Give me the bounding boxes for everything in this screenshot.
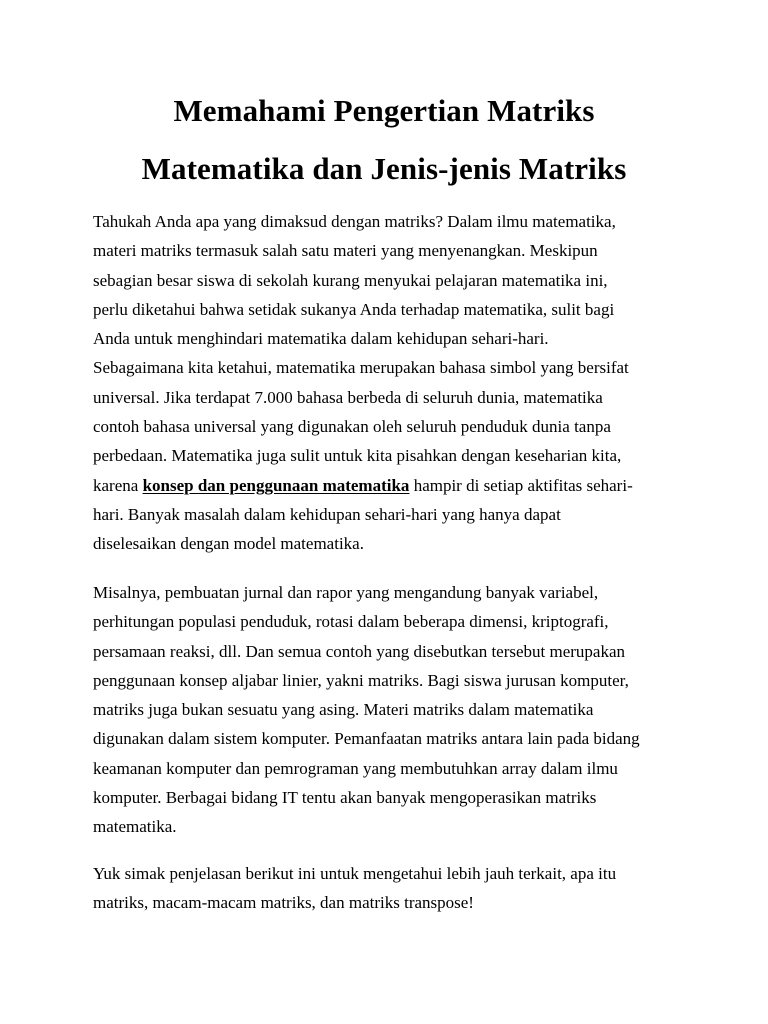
text-line: matematika. (93, 817, 177, 837)
page-title (60, 82, 708, 198)
concept-link[interactable]: konsep dan penggunaan matematika (142, 475, 410, 495)
text-line: contoh bahasa universal yang digunakan oleh seluruh penduduk dunia tanpa (93, 417, 611, 437)
text-line: Anda untuk menghindari matematika dalam kehidupan sehari-hari. (93, 329, 549, 349)
text-line: keamanan komputer dan pemrograman yang membutuhkan array dalam ilmu (93, 758, 618, 778)
text-line: matriks, macam-macam matriks, dan matriks transpose! (93, 893, 474, 913)
text-line: penggunaan konsep aljabar linier, yakni matriks. Bagi siswa jurusan komputer, (93, 670, 629, 690)
text-line: matriks juga bukan sesuatu yang asing. Materi matriks dalam matematika (93, 700, 594, 720)
title-line: Memahami Pengertian Matriks (173, 93, 595, 128)
text-line: Yuk simak penjelasan berikut ini untuk mengetahui lebih jauh terkait, apa itu (93, 864, 617, 883)
text-line-with-link (93, 471, 693, 500)
paragraph-examples (93, 578, 693, 842)
text-line: persamaan reaksi, dll. Dan semua contoh yang disebutkan tersebut merupakan (93, 641, 626, 661)
link-prefix-text: karena (93, 475, 143, 495)
text-line: Sebagaimana kita ketahui, matematika merupakan bahasa simbol yang bersifat (93, 358, 629, 378)
text-line: Tahukah Anda apa yang dimaksud dengan matriks? Dalam ilmu matematika, (93, 212, 616, 231)
text-line: perbedaan. Matematika juga sulit untuk kita pisahkan dengan keseharian kita, (93, 446, 622, 466)
paragraph-closing (93, 859, 693, 918)
text-line: materi matriks termasuk salah satu materi yang menyenangkan. Meskipun (93, 241, 598, 261)
text-line: diselesaikan dengan model matematika. (93, 534, 364, 554)
title-line: Matematika dan Jenis-jenis Matriks (141, 151, 627, 186)
text-line: digunakan dalam sistem komputer. Pemanfaatan matriks antara lain pada bidang (93, 729, 640, 749)
text-line: universal. Jika terdapat 7.000 bahasa berbeda di seluruh dunia, matematika (93, 387, 603, 407)
text-line: komputer. Berbagai bidang IT tentu akan banyak mengoperasikan matriks (93, 788, 597, 808)
text-line: sebagian besar siswa di sekolah kurang menyukai pelajaran matematika ini, (93, 270, 608, 290)
text-line: perlu diketahui bahwa setidak sukanya Anda terhadap matematika, sulit bagi (93, 299, 615, 319)
paragraph-intro (93, 207, 693, 559)
text-line: hari. Banyak masalah dalam kehidupan sehari-hari yang hanya dapat (93, 504, 561, 524)
text-line: Misalnya, pembuatan jurnal dan rapor yang mengandung banyak variabel, (93, 583, 599, 602)
link-suffix-text: hampir di setiap aktifitas sehari- (409, 475, 633, 495)
text-line: perhitungan populasi penduduk, rotasi dalam beberapa dimensi, kriptografi, (93, 612, 609, 632)
